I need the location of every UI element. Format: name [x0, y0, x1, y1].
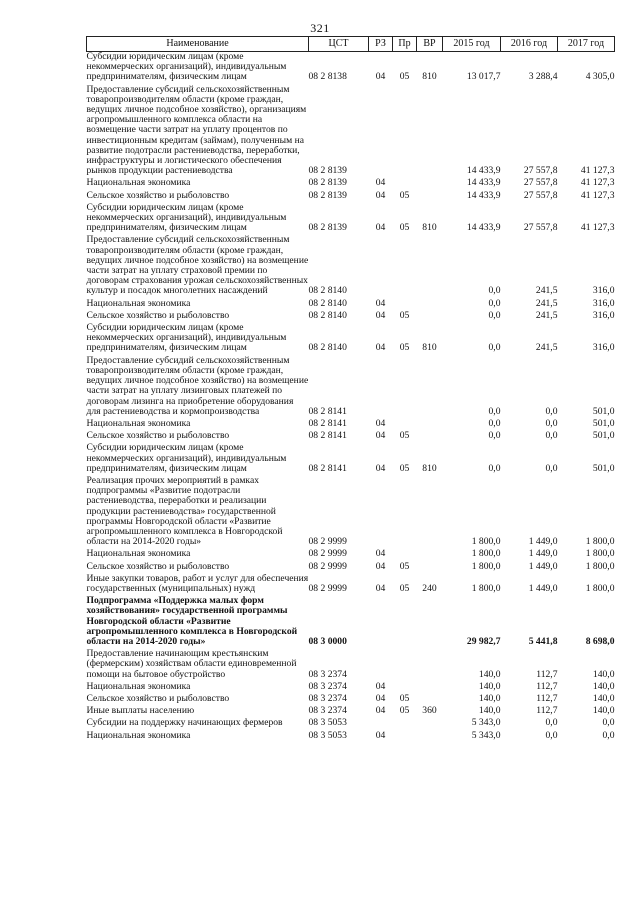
row-vr	[417, 356, 443, 419]
row-name: Национальная экономика	[86, 729, 191, 741]
row-vr: 240	[422, 582, 437, 594]
row-value-2015: 5 343,0	[471, 717, 501, 729]
row-vr	[417, 549, 443, 561]
row-rz: 04	[375, 548, 386, 560]
row-vr	[417, 419, 443, 431]
row-vr	[417, 191, 443, 203]
row-vr: 360	[422, 705, 437, 717]
row-value-2017: 316,0	[592, 297, 615, 309]
table-row	[87, 731, 615, 743]
row-pr: 05	[399, 692, 410, 704]
row-name: Предоставление субсидий сельскохозяйственным товаропроизводителям области (кроме граждан, ведущих личное подсобное хозяйство) на возмещение части затрат на уплату страховой премии по договорам страхования урожая сельскохозяйственных культур и посадок многолетних насаждений	[86, 234, 309, 297]
row-value-2017: 41 127,3	[580, 222, 615, 234]
row-name: Субсидии юридическим лицам (кроме некоммерческих организаций), индивидуальным предпринимателям, физическим лицам	[86, 201, 287, 234]
row-rz: 04	[375, 342, 386, 354]
row-value-2015: 0,0	[488, 405, 501, 417]
row-value-2016: 0,0	[545, 430, 558, 442]
row-name: Субсидии юридическим лицам (кроме некоммерческих организаций), индивидуальным предпринимателям, физическим лицам	[86, 322, 287, 354]
row-rz	[369, 596, 393, 649]
row-value-2017: 316,0	[592, 309, 615, 321]
table-row	[87, 476, 615, 549]
table-row	[87, 549, 615, 561]
row-rz: 04	[375, 729, 386, 741]
table-row	[87, 596, 615, 649]
row-code: 08 3 5053	[308, 717, 347, 729]
row-value-2016: 112,7	[536, 705, 558, 717]
row-pr	[393, 718, 417, 730]
row-pr: 05	[399, 309, 410, 321]
row-value-2015: 0,0	[488, 430, 501, 442]
row-value-2017: 0,0	[602, 729, 615, 741]
row-rz: 04	[375, 71, 386, 83]
row-code: 08 2 8141	[308, 417, 347, 429]
row-name: Сельское хозяйство и рыболовство	[86, 189, 230, 201]
row-value-2015: 1 800,0	[471, 536, 501, 548]
row-code: 08 3 2374	[308, 668, 347, 680]
table-row	[87, 562, 615, 574]
row-name: Иные выплаты населению	[86, 705, 195, 717]
row-value-2017: 1 800,0	[585, 548, 615, 560]
row-name: Национальная экономика	[86, 177, 191, 189]
row-value-2017: 1 800,0	[585, 536, 615, 548]
row-value-2017: 4 305,0	[585, 71, 615, 83]
row-name: Иные закупки товаров, работ и услуг для обеспечения государственных (муниципальных) нужд	[86, 572, 309, 594]
row-rz: 04	[375, 309, 386, 321]
row-vr	[417, 311, 443, 323]
row-code: 08 2 8141	[308, 405, 347, 417]
row-value-2015: 1 800,0	[471, 548, 501, 560]
row-value-2017: 41 127,3	[580, 177, 615, 189]
row-value-2016: 1 449,0	[528, 548, 558, 560]
row-pr: 05	[399, 582, 410, 594]
row-rz: 04	[375, 692, 386, 704]
row-vr: 810	[422, 71, 437, 83]
row-value-2017: 316,0	[592, 285, 615, 297]
table-row	[87, 52, 615, 85]
row-code: 08 2 8140	[308, 285, 347, 297]
row-vr	[417, 476, 443, 549]
row-value-2015: 14 433,9	[466, 189, 501, 201]
row-pr: 05	[399, 705, 410, 717]
row-value-2016: 5 441,8	[528, 635, 558, 647]
header-rz: РЗ	[369, 37, 393, 52]
row-value-2015: 1 800,0	[471, 582, 501, 594]
row-value-2016: 241,5	[535, 285, 558, 297]
row-value-2015: 5 343,0	[471, 729, 501, 741]
row-pr	[393, 85, 417, 179]
row-vr	[417, 596, 443, 649]
header-2017: 2017 год	[558, 37, 615, 52]
row-code: 08 2 8139	[308, 165, 347, 177]
row-vr: 810	[422, 462, 437, 474]
row-rz	[369, 718, 393, 730]
row-value-2016: 0,0	[545, 462, 558, 474]
row-value-2017: 1 800,0	[585, 560, 615, 572]
row-value-2015: 140,0	[478, 705, 501, 717]
row-code: 08 2 8140	[308, 342, 347, 354]
row-vr: 810	[422, 342, 437, 354]
row-vr	[417, 562, 443, 574]
row-code: 08 2 8141	[308, 430, 347, 442]
row-value-2017: 0,0	[602, 717, 615, 729]
row-value-2016: 1 449,0	[528, 582, 558, 594]
row-vr: 810	[422, 222, 437, 234]
header-name: Наименование	[87, 37, 309, 52]
row-value-2017: 41 127,3	[580, 165, 615, 177]
row-name: Сельское хозяйство и рыболовство	[86, 430, 230, 442]
row-code: 08 3 5053	[308, 729, 347, 741]
row-value-2017: 501,0	[592, 462, 615, 474]
row-value-2016: 0,0	[545, 729, 558, 741]
row-value-2015: 14 433,9	[466, 165, 501, 177]
row-value-2016: 112,7	[536, 668, 558, 680]
row-value-2016: 112,7	[536, 692, 558, 704]
row-name: Национальная экономика	[86, 297, 191, 309]
row-pr: 05	[399, 189, 410, 201]
row-value-2015: 140,0	[478, 692, 501, 704]
row-pr	[393, 649, 417, 682]
row-rz: 04	[375, 417, 386, 429]
row-code: 08 2 8140	[308, 297, 347, 309]
row-code: 08 2 9999	[308, 536, 347, 548]
row-rz: 04	[375, 705, 386, 717]
row-vr	[417, 731, 443, 743]
row-rz	[369, 235, 393, 298]
row-value-2016: 241,5	[535, 342, 558, 354]
row-pr	[393, 356, 417, 419]
header-2016: 2016 год	[501, 37, 558, 52]
row-pr	[393, 596, 417, 649]
row-value-2015: 14 433,9	[466, 222, 501, 234]
row-rz: 04	[375, 430, 386, 442]
row-pr	[393, 549, 417, 561]
row-rz: 04	[375, 680, 386, 692]
row-value-2016: 27 557,8	[523, 165, 558, 177]
table-row	[87, 574, 615, 596]
table-row	[87, 649, 615, 682]
row-rz: 04	[375, 582, 386, 594]
row-pr: 05	[399, 342, 410, 354]
row-value-2015: 1 800,0	[471, 560, 501, 572]
row-rz: 04	[375, 222, 386, 234]
row-value-2017: 8 698,0	[585, 635, 615, 647]
row-rz: 04	[375, 189, 386, 201]
row-name: Субсидии юридическим лицам (кроме некоммерческих организаций), индивидуальным предпринимателям, физическим лицам	[86, 51, 287, 83]
row-value-2015: 0,0	[488, 285, 501, 297]
row-code: 08 2 9999	[308, 548, 347, 560]
row-pr: 05	[399, 462, 410, 474]
row-vr	[417, 299, 443, 311]
row-value-2017: 316,0	[592, 342, 615, 354]
row-value-2016: 241,5	[535, 309, 558, 321]
table-row	[87, 443, 615, 476]
row-value-2015: 140,0	[478, 668, 501, 680]
row-name: Национальная экономика	[86, 680, 191, 692]
row-code: 08 3 0000	[308, 635, 347, 647]
row-vr	[417, 649, 443, 682]
row-name: Сельское хозяйство и рыболовство	[86, 692, 230, 704]
table-row	[87, 178, 615, 190]
row-pr: 05	[399, 71, 410, 83]
row-code: 08 2 8139	[308, 177, 347, 189]
row-code: 08 3 2374	[308, 705, 347, 717]
row-value-2016: 1 449,0	[528, 560, 558, 572]
row-pr: 05	[399, 222, 410, 234]
header-code: ЦСТ	[309, 37, 369, 52]
row-value-2017: 501,0	[592, 430, 615, 442]
row-pr: 05	[399, 560, 410, 572]
row-rz	[369, 649, 393, 682]
row-value-2017: 140,0	[592, 692, 615, 704]
row-code: 08 2 9999	[308, 560, 347, 572]
row-name: Сельское хозяйство и рыболовство	[86, 309, 230, 321]
budget-table	[86, 36, 615, 743]
row-vr	[417, 718, 443, 730]
row-code: 08 2 8139	[308, 189, 347, 201]
row-value-2017: 1 800,0	[585, 582, 615, 594]
row-vr	[417, 178, 443, 190]
row-name: Сельское хозяйство и рыболовство	[86, 560, 230, 572]
row-value-2015: 0,0	[488, 342, 501, 354]
row-value-2015: 13 017,7	[466, 71, 501, 83]
row-vr	[417, 431, 443, 443]
row-value-2016: 27 557,8	[523, 189, 558, 201]
row-name: Предоставление начинающим крестьянским (фермерским) хозяйствам области единовременной помощи на бытовое обустройство	[86, 648, 297, 680]
row-name: Субсидии юридическим лицам (кроме некоммерческих организаций), индивидуальным предпринимателям, физическим лицам	[86, 442, 287, 474]
row-pr	[393, 731, 417, 743]
row-value-2017: 41 127,3	[580, 189, 615, 201]
row-code: 08 2 8141	[308, 462, 347, 474]
table-row	[87, 85, 615, 179]
table-row	[87, 235, 615, 298]
page-number: 321	[310, 21, 330, 35]
row-name: Национальная экономика	[86, 417, 191, 429]
table-header-row	[87, 37, 615, 52]
row-pr	[393, 235, 417, 298]
row-value-2016: 3 288,4	[528, 71, 558, 83]
row-value-2017: 140,0	[592, 705, 615, 717]
row-rz: 04	[375, 462, 386, 474]
row-name: Субсидии на поддержку начинающих фермеров	[86, 717, 283, 729]
table-row	[87, 323, 615, 356]
row-code: 08 2 9999	[308, 582, 347, 594]
row-name: Национальная экономика	[86, 548, 191, 560]
row-pr: 05	[399, 430, 410, 442]
row-code: 08 3 2374	[308, 692, 347, 704]
row-rz	[369, 85, 393, 179]
table-body	[87, 52, 615, 743]
row-value-2016: 27 557,8	[523, 177, 558, 189]
row-value-2015: 0,0	[488, 309, 501, 321]
row-name: Подпрограмма «Поддержка малых форм хозяйствования» государственной программы Новгородской области «Развитие агропромышленного комплекса в Новгородской области на 2014-2020 годы»	[86, 595, 298, 647]
row-pr	[393, 178, 417, 190]
row-value-2015: 140,0	[478, 680, 501, 692]
header-2015: 2015 год	[443, 37, 501, 52]
row-vr	[417, 682, 443, 694]
row-value-2016: 0,0	[545, 417, 558, 429]
table-row	[87, 191, 615, 203]
table-row	[87, 203, 615, 236]
row-rz	[369, 356, 393, 419]
row-code: 08 2 8139	[308, 222, 347, 234]
row-value-2015: 29 982,7	[466, 635, 501, 647]
header-pr: Пр	[393, 37, 417, 52]
row-vr	[417, 235, 443, 298]
row-value-2017: 501,0	[592, 417, 615, 429]
row-name: Предоставление субсидий сельскохозяйственным товаропроизводителям области (кроме граждан, ведущих личное подсобное хозяйство) на возмещение части затрат на уплату лизинговых платежей по договорам лизинга на приобретение оборудования для растениеводства и кормопроизводства	[86, 354, 309, 417]
row-value-2017: 140,0	[592, 668, 615, 680]
row-code: 08 3 2374	[308, 680, 347, 692]
row-value-2016: 241,5	[535, 297, 558, 309]
row-value-2016: 0,0	[545, 405, 558, 417]
row-rz: 04	[375, 560, 386, 572]
row-value-2017: 501,0	[592, 405, 615, 417]
row-rz: 04	[375, 177, 386, 189]
row-pr	[393, 476, 417, 549]
row-name: Предоставление субсидий сельскохозяйственным товаропроизводителям области (кроме граждан, ведущих личное подсобное хозяйство), организациям агропромышленного комплекса области на возмещение части затрат на уплату процентов по инвестиционным кредитам (займам), полученным на развитие подотрасли растениеводства, переработки, инфраструктуры и логистического обеспечения рынков продукции растениеводства	[86, 83, 307, 177]
header-vr: ВР	[417, 37, 443, 52]
row-value-2016: 27 557,8	[523, 222, 558, 234]
row-value-2015: 14 433,9	[466, 177, 501, 189]
row-value-2016: 1 449,0	[528, 536, 558, 548]
row-vr	[417, 85, 443, 179]
row-value-2015: 0,0	[488, 417, 501, 429]
row-value-2015: 0,0	[488, 462, 501, 474]
row-value-2017: 140,0	[592, 680, 615, 692]
row-name: Реализация прочих мероприятий в рамках подпрограммы «Развитие подотрасли растениеводства, переработки и реализации продукции растениеводства» государственной программы Новгородской области «Развитие агропромышленного комплекса в Новгородской области на 2014-2020 годы»	[86, 474, 283, 548]
table-row	[87, 356, 615, 419]
row-code: 08 2 8140	[308, 309, 347, 321]
table-row	[87, 718, 615, 730]
row-rz: 04	[375, 297, 386, 309]
row-value-2016: 0,0	[545, 717, 558, 729]
row-value-2016: 112,7	[536, 680, 558, 692]
row-code: 08 2 8138	[308, 71, 347, 83]
row-rz	[369, 476, 393, 549]
row-value-2015: 0,0	[488, 297, 501, 309]
